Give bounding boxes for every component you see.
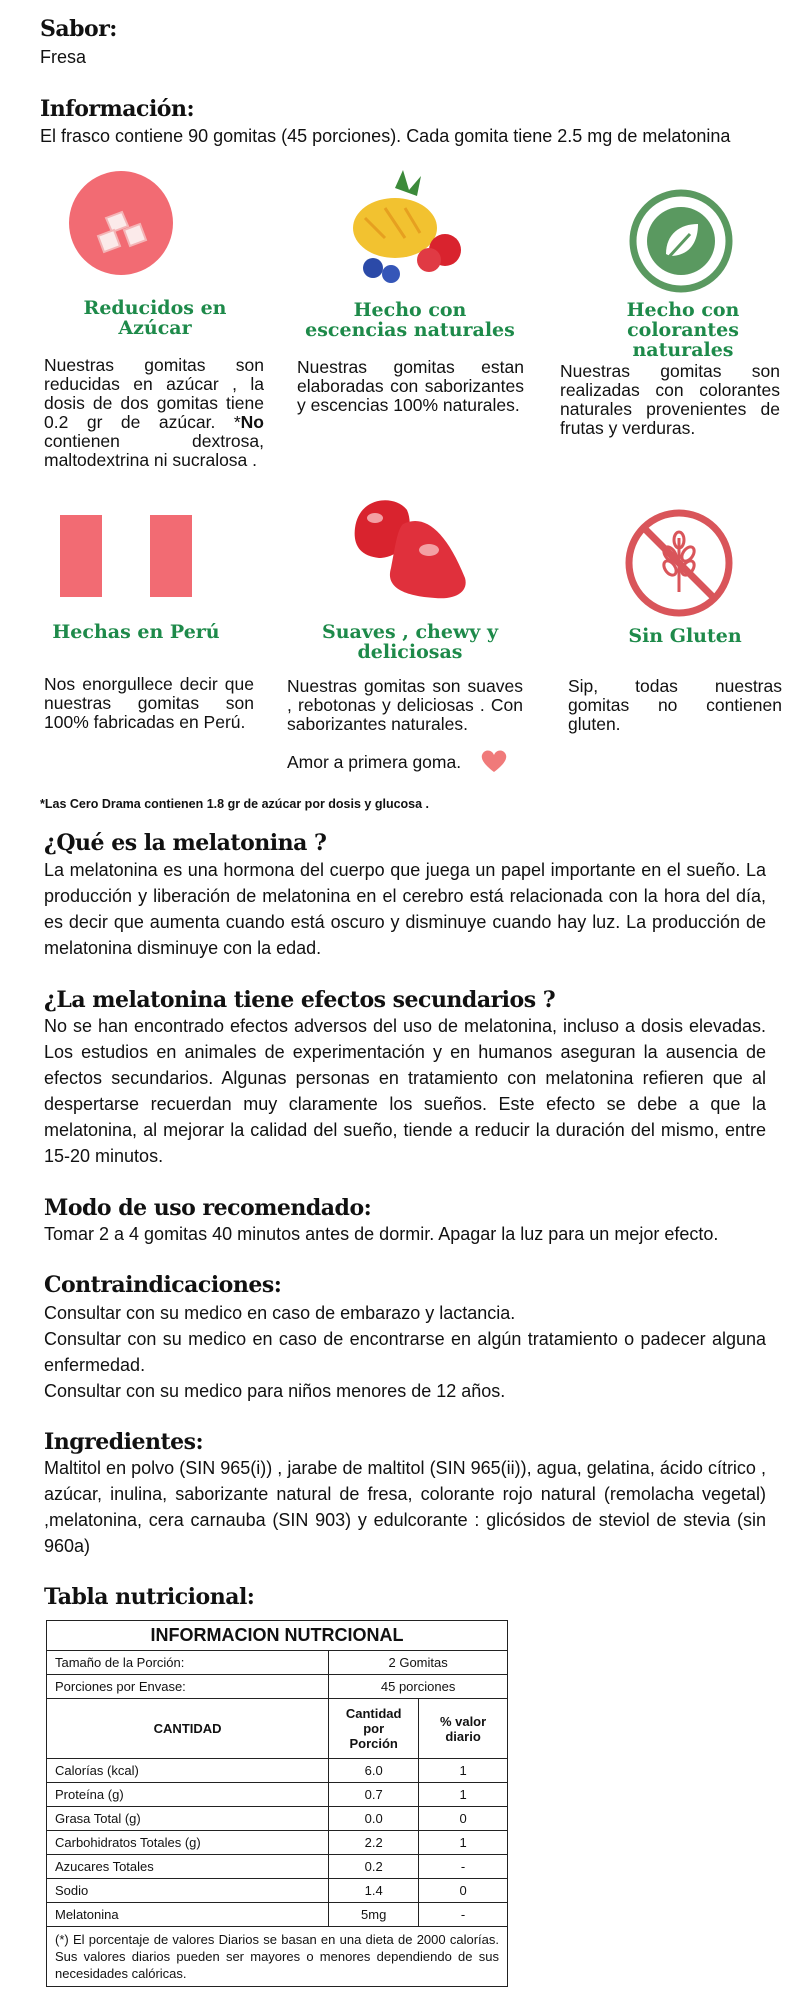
row-amount: 2.2 <box>329 1831 419 1855</box>
contra-line-3: Consultar con su medico para niños menores de 12 años. <box>44 1381 506 1401</box>
row-name: Calorías (kcal) <box>47 1759 329 1783</box>
row-amount: 5mg <box>329 1903 419 1927</box>
melatonina-text: La melatonina es una hormona del cuerpo que juega un papel importante en el sueño. La producción y liberación de melatonina en el cerebro está relacionada con la hora del día, es decir que aumenta cuando está oscuro y disminuye cuando hay luz. La producción de melatonina disminuye con la edad. <box>44 860 766 958</box>
modo-heading: Modo de uso recomendado: <box>44 1195 372 1221</box>
feature-colorants-title: Hecho con colorantes naturales <box>626 299 740 361</box>
table-row <box>47 1759 508 1783</box>
modo-text: Tomar 2 a 4 gomitas 40 minutos antes de dormir. Apagar la luz para un mejor efecto. <box>44 1224 719 1244</box>
informacion-text: El frasco contiene 90 gomitas (45 porciones). Cada gomita tiene 2.5 mg de melatonina <box>40 126 731 146</box>
row-dv: 1 <box>419 1759 508 1783</box>
efectos-text: No se han encontrado efectos adversos del uso de melatonina, incluso a dosis elevadas. Los estudios en animales de experimentación y en humanos aseguran la ausencia de efectos secundarios. Algunas personas en tratamiento con melatonina refieren que al despertarse recuerdan muy claramente los sueños. Este efecto se debe a que la melatonina, al mejorar la calidad del sueño, tiende a reducir la duración del mismo, entre 15-20 minutos. <box>44 1016 766 1166</box>
porcion-label: Tamaño de la Porción: <box>47 1651 329 1675</box>
nutrition-title: INFORMACION NUTRCIONAL <box>47 1621 508 1651</box>
table-row <box>47 1903 508 1927</box>
table-row <box>47 1879 508 1903</box>
heart-icon <box>480 748 508 774</box>
row-dv: 0 <box>419 1807 508 1831</box>
sabor-value: Fresa <box>40 47 87 67</box>
feature-chewy-title: Suaves , chewy y deliciosas <box>321 621 499 663</box>
envase-label: Porciones por Envase: <box>47 1675 329 1699</box>
table-row <box>47 1855 508 1879</box>
feature-essences-title: Hecho con escencias naturales <box>305 299 515 341</box>
row-name: Azucares Totales <box>47 1855 329 1879</box>
feature-peru-text: Nos enorgullece decir que nuestras gomitas son 100% fabricadas en Perú. <box>44 674 254 732</box>
feature-chewy-text2: Amor a primera goma. <box>287 752 462 772</box>
feature-sugar-title: Reducidos en Azúcar <box>83 297 227 339</box>
row-amount: 6.0 <box>329 1759 419 1783</box>
col-valor: % valor diario <box>419 1699 508 1759</box>
row-amount: 0.7 <box>329 1783 419 1807</box>
row-name: Proteína (g) <box>47 1783 329 1807</box>
table-row <box>47 1783 508 1807</box>
efectos-heading: ¿La melatonina tiene efectos secundarios ? <box>44 987 556 1013</box>
row-dv: - <box>419 1903 508 1927</box>
feature-chewy-text: Nuestras gomitas son suaves , rebotonas y deliciosas . Con saborizantes naturales. <box>287 676 523 734</box>
ingredientes-text: Maltitol en polvo (SIN 965(i)) , jarabe de maltitol (SIN 965(ii)), agua, gelatina, ácido cítrico , azúcar, inulina, saborizante natural de fresa, colorante rojo natural (remolacha vegetal) ,melatonina, cera carnauba (SIN 903) y edulcorante : glicósidos de steviol de stevia (sin 960a) <box>44 1458 766 1556</box>
contra-line-2: Consultar con su medico en caso de encontrarse en algún tratamiento o padecer alguna enfermedad. <box>44 1329 766 1375</box>
leaf-icon <box>628 188 734 294</box>
col-porcion: Cantidad por Porción <box>329 1699 419 1759</box>
ingredientes-heading: Ingredientes: <box>44 1429 204 1455</box>
row-dv: 1 <box>419 1831 508 1855</box>
fruits-icon <box>325 168 475 288</box>
sugar-footnote: *Las Cero Drama contienen 1.8 gr de azúcar por dosis y glucosa . <box>40 797 430 811</box>
table-row <box>47 1807 508 1831</box>
gluten-free-icon <box>624 508 734 618</box>
contra-heading: Contraindicaciones: <box>44 1272 282 1298</box>
nutrition-table <box>46 1620 508 1987</box>
nutrition-footer: (*) El porcentaje de valores Diarios se basan en una dieta de 2000 calorías. Sus valores diarios pueden ser mayores o menores dependiendo de sus necesidades calóricas. <box>47 1927 508 1987</box>
feature-gluten-text: Sip, todas nuestras gomitas no contienen gluten. <box>568 676 782 734</box>
row-name: Melatonina <box>47 1903 329 1927</box>
gummy-icon <box>345 488 481 604</box>
tabla-heading: Tabla nutricional: <box>44 1584 255 1610</box>
feature-peru-title: Hechas en Perú <box>52 621 220 643</box>
feature-sugar-text: Nuestras gomitas son reducidas en azúcar , la dosis de dos gomitas tiene 0.2 gr de azúcar. *No contienen dextrosa, maltodextrina ni sucralosa . <box>44 355 264 470</box>
peru-flag-icon <box>60 515 192 597</box>
sugar-cubes-icon <box>68 170 174 276</box>
feature-essences-text: Nuestras gomitas estan elaboradas con saborizantes y escencias 100% naturales. <box>297 357 524 415</box>
table-row <box>47 1831 508 1855</box>
row-dv: 0 <box>419 1879 508 1903</box>
row-dv: - <box>419 1855 508 1879</box>
melatonina-heading: ¿Qué es la melatonina ? <box>44 830 327 856</box>
envase-value: 45 porciones <box>329 1675 508 1699</box>
feature-gluten-title: Sin Gluten <box>628 625 742 647</box>
sabor-heading: Sabor: <box>40 16 117 42</box>
row-dv: 1 <box>419 1783 508 1807</box>
porcion-value: 2 Gomitas <box>329 1651 508 1675</box>
contra-line-1: Consultar con su medico en caso de embarazo y lactancia. <box>44 1303 516 1323</box>
col-cantidad: CANTIDAD <box>47 1699 329 1759</box>
row-amount: 0.2 <box>329 1855 419 1879</box>
row-name: Grasa Total (g) <box>47 1807 329 1831</box>
informacion-heading: Información: <box>40 96 195 122</box>
row-amount: 1.4 <box>329 1879 419 1903</box>
row-name: Carbohidratos Totales (g) <box>47 1831 329 1855</box>
row-name: Sodio <box>47 1879 329 1903</box>
feature-colorants-text: Nuestras gomitas son realizadas con colorantes naturales provenientes de frutas y verduras. <box>560 361 780 438</box>
row-amount: 0.0 <box>329 1807 419 1831</box>
